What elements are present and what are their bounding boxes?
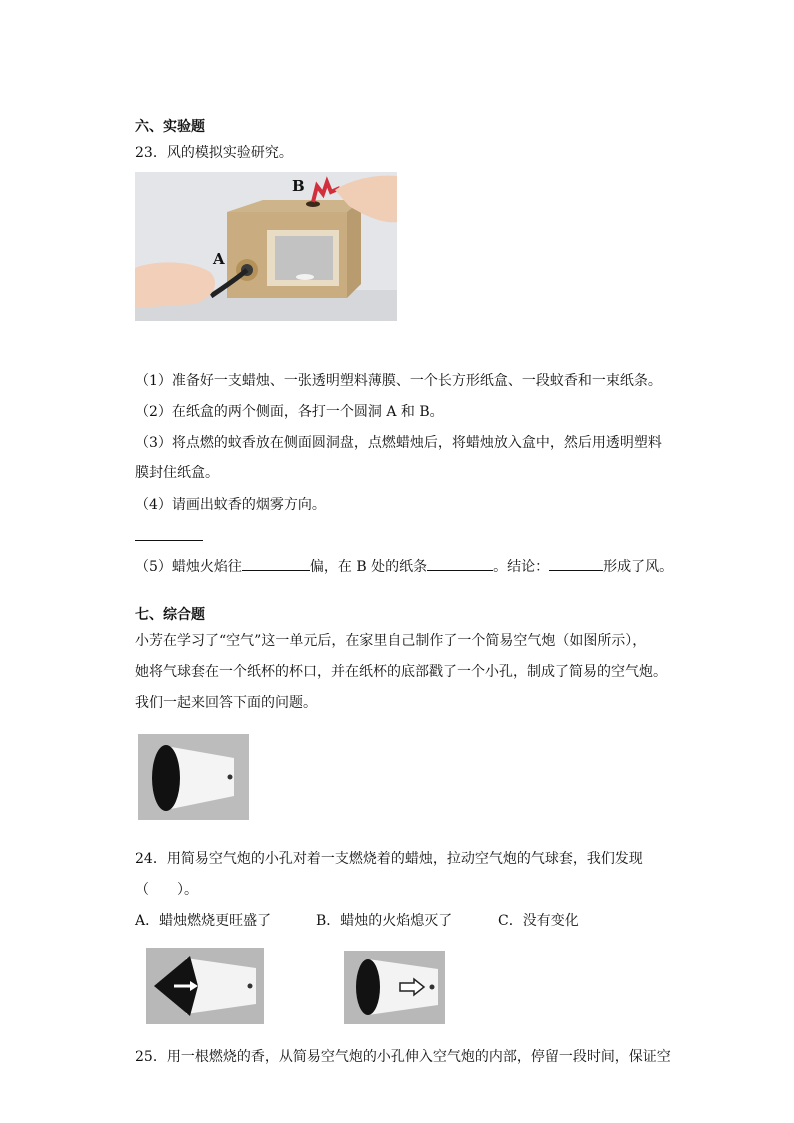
air-cannon-pull-figure xyxy=(146,948,264,1024)
blank-paper-strip[interactable] xyxy=(427,557,493,571)
option-b[interactable]: B．蜡烛的火焰熄灭了 xyxy=(316,913,453,929)
step-5-part-4: 形成了风。 xyxy=(603,559,674,575)
figure-label-a: A xyxy=(213,250,225,268)
question-25-line-1: 25．用一根燃烧的香，从简易空气炮的小孔伸入空气炮的内部，停留一段时间，保证空 xyxy=(135,1049,671,1065)
option-c[interactable]: C．没有变化 xyxy=(498,913,579,929)
section-heading-experiment: 六、实验题 xyxy=(135,119,205,135)
answer-line-step-4[interactable] xyxy=(135,540,203,541)
figure-label-b: B xyxy=(292,177,305,195)
blank-flame-direction[interactable] xyxy=(242,557,310,571)
step-4: （4）请画出蚊香的烟雾方向。 xyxy=(135,497,326,513)
intro-line-2: 她将气球套在一个纸杯的杯口，并在纸杯的底部戳了一个小孔，制成了简易的空气炮。 xyxy=(135,664,667,680)
step-5 xyxy=(135,556,673,576)
intro-line-3: 我们一起来回答下面的问题。 xyxy=(135,695,317,711)
step-2: （2）在纸盒的两个侧面，各打一个圆洞 A 和 B。 xyxy=(135,404,444,420)
question-24-line-1: 24．用简易空气炮的小孔对着一支燃烧着的蜡烛，拉动空气炮的气球套，我们发现 xyxy=(135,851,643,867)
section-heading-comprehensive: 七、综合题 xyxy=(135,607,205,623)
step-5-part-1: （5）蜡烛火焰往 xyxy=(135,559,242,575)
question-24-line-2: （ ）。 xyxy=(135,882,198,898)
air-cannon-push-figure xyxy=(344,951,445,1024)
question-23-title: 23．风的模拟实验研究。 xyxy=(135,145,293,161)
option-a[interactable]: A．蜡烛燃烧更旺盛了 xyxy=(135,913,272,929)
step-3-line-2: 膜封住纸盒。 xyxy=(135,465,219,481)
step-5-part-2: 偏，在 B 处的纸条 xyxy=(309,559,428,575)
air-cannon-figure xyxy=(138,734,249,820)
step-5-part-3: 。结论： xyxy=(493,559,550,575)
step-3-line-1: （3）将点燃的蚊香放在侧面圆洞盘，点燃蜡烛后，将蜡烛放入盒中，然后用透明塑料 xyxy=(135,435,662,451)
blank-conclusion[interactable] xyxy=(549,557,603,571)
intro-line-1: 小芳在学习了“空气”这一单元后，在家里自己制作了一个简易空气炮（如图所示）， xyxy=(135,633,647,649)
step-1: （1）准备好一支蜡烛、一张透明塑料薄膜、一个长方形纸盒、一段蚊香和一束纸条。 xyxy=(135,373,662,389)
box-experiment-figure xyxy=(135,172,397,321)
